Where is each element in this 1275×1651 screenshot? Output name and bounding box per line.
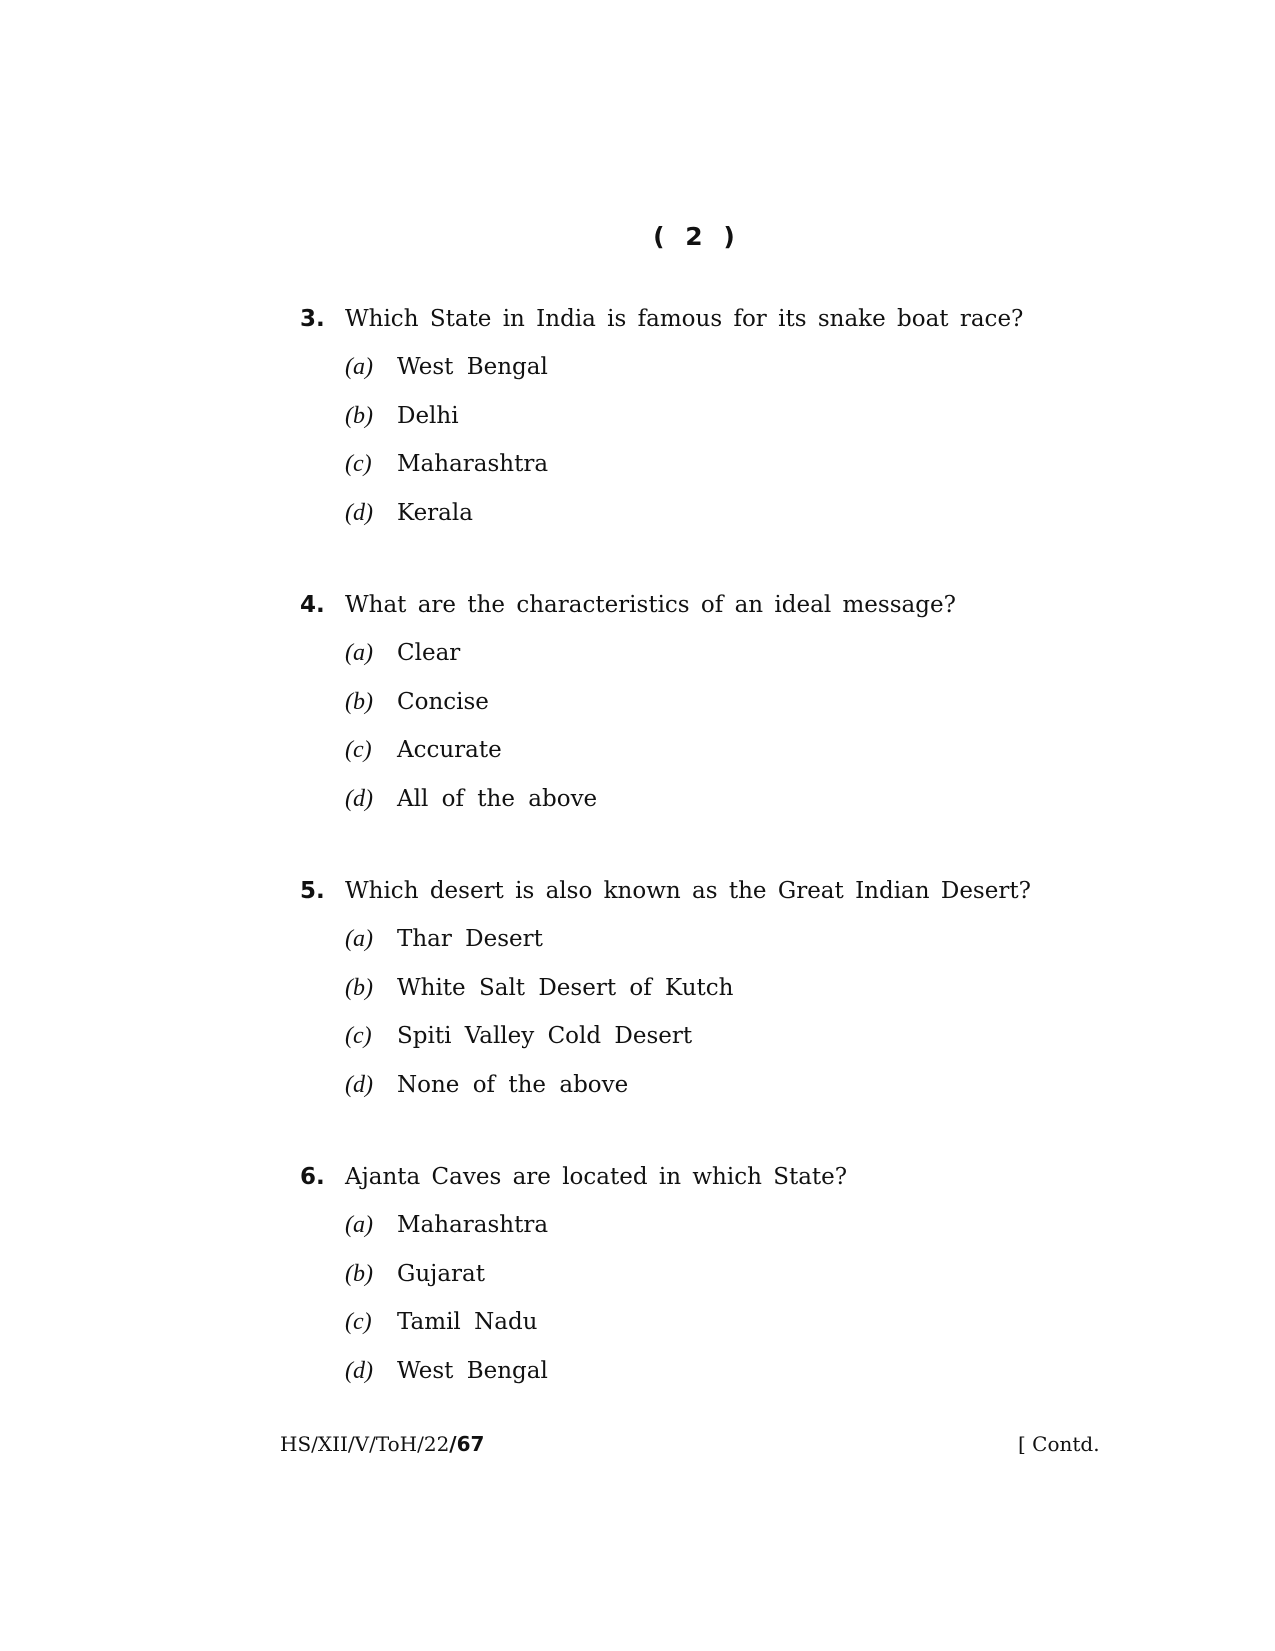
option	[300, 500, 1100, 549]
option	[300, 354, 1100, 403]
question-number: 4.	[300, 592, 325, 618]
option	[300, 640, 1100, 689]
question-line	[300, 592, 1100, 632]
option-text: White Salt Desert of Kutch	[397, 974, 734, 1001]
option-letter: (d)	[345, 1071, 373, 1098]
option-letter: (d)	[345, 499, 373, 526]
option-text: Spiti Valley Cold Desert	[397, 1023, 693, 1049]
option-text: Maharashtra	[397, 1212, 549, 1238]
options-list	[300, 354, 1100, 548]
option-text: West Bengal	[397, 354, 548, 380]
option	[300, 451, 1100, 500]
option	[300, 1261, 1100, 1310]
question-number: 6.	[300, 1164, 325, 1190]
question-line	[300, 878, 1100, 918]
question-text: What are the characteristics of an ideal message?	[345, 592, 956, 618]
footer-paper-code	[280, 1432, 484, 1456]
question-text: Ajanta Caves are located in which State?	[345, 1164, 848, 1190]
option	[300, 737, 1100, 786]
option	[300, 1309, 1100, 1358]
option	[300, 926, 1100, 975]
page-number: ( 2 )	[653, 222, 737, 251]
option-text: Thar Desert	[397, 926, 543, 952]
footer-contd: [ Contd.	[1018, 1432, 1100, 1456]
question-line	[300, 1164, 1100, 1204]
option-text: West Bengal	[397, 1357, 548, 1384]
option-text: Tamil Nadu	[397, 1309, 538, 1335]
option-letter: (b)	[345, 974, 373, 1001]
option	[300, 1212, 1100, 1261]
option	[300, 689, 1100, 738]
question-text: Which desert is also known as the Great Indian Desert?	[345, 878, 1031, 904]
option-letter: (a)	[345, 354, 373, 380]
options-list	[300, 926, 1100, 1120]
question-number: 5.	[300, 878, 325, 904]
options-list	[300, 640, 1100, 834]
option-text: None of the above	[397, 1071, 629, 1098]
option-text: Concise	[397, 688, 489, 715]
option-text: Gujarat	[397, 1260, 485, 1287]
option-text: Delhi	[397, 402, 459, 429]
question-block	[300, 1164, 1100, 1406]
option	[300, 1072, 1100, 1121]
option-letter: (c)	[345, 1309, 372, 1335]
question-block	[300, 306, 1100, 548]
question-text: Which State in India is famous for its snake boat race?	[345, 306, 1024, 332]
option-letter: (c)	[345, 1023, 372, 1049]
option-text: Clear	[397, 640, 461, 666]
option-letter: (d)	[345, 785, 373, 812]
option-letter: (c)	[345, 451, 372, 477]
question-block	[300, 878, 1100, 1120]
question-line	[300, 306, 1100, 346]
option-letter: (b)	[345, 688, 373, 715]
option-letter: (b)	[345, 1260, 373, 1287]
paper-code-suffix: /67	[449, 1432, 485, 1456]
option-letter: (a)	[345, 640, 373, 666]
option	[300, 1358, 1100, 1407]
option-text: Kerala	[397, 499, 473, 526]
option-text: All of the above	[397, 785, 598, 812]
option	[300, 1023, 1100, 1072]
option	[300, 975, 1100, 1024]
option-letter: (a)	[345, 926, 373, 952]
option-letter: (b)	[345, 402, 373, 429]
option-text: Maharashtra	[397, 451, 549, 477]
options-list	[300, 1212, 1100, 1406]
paper-code-prefix: HS/XII/V/ToH/22	[280, 1432, 450, 1456]
question-block	[300, 592, 1100, 834]
option-letter: (a)	[345, 1212, 373, 1238]
option-letter: (c)	[345, 737, 372, 763]
question-number: 3.	[300, 306, 325, 332]
option-text: Accurate	[397, 737, 502, 763]
option	[300, 403, 1100, 452]
option	[300, 786, 1100, 835]
option-letter: (d)	[345, 1357, 373, 1384]
